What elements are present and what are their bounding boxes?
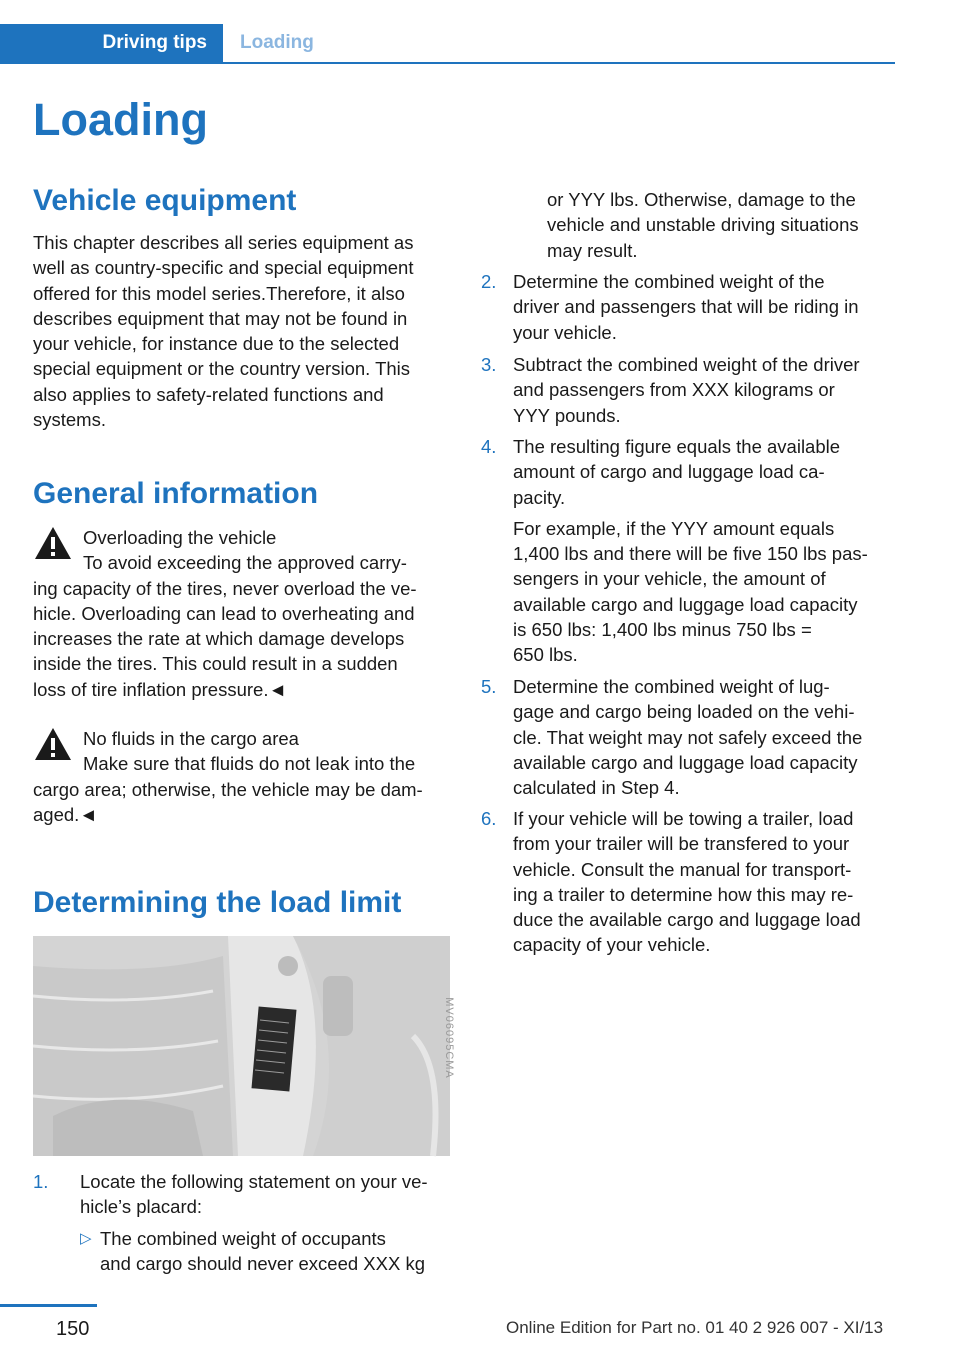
warning-triangle-icon <box>33 726 73 762</box>
step-line: Determine the combined weight of the <box>513 271 825 292</box>
page-number: 150 <box>56 1318 90 1340</box>
step-line: pacity. <box>513 486 566 508</box>
heading-load-limit: Determining the load limit <box>33 886 402 919</box>
step-line: calculated in Step 4. <box>513 777 680 799</box>
step-line: amount of cargo and luggage load ca- <box>513 461 825 483</box>
warning-text-line: To avoid exceeding the approved carry- <box>83 552 407 574</box>
warning-text-line: increases the rate at which damage develops <box>33 628 405 650</box>
warning-text-line: cargo area; otherwise, the vehicle may be dam- <box>33 778 423 800</box>
warning-triangle-icon <box>33 525 73 561</box>
text-line: describes equipment that may not be found in <box>33 307 408 329</box>
footer-rule <box>0 1304 97 1307</box>
tab-driving-tips[interactable]: Driving tips <box>0 24 223 62</box>
step-line: If your vehicle will be towing a trailer, load <box>513 808 854 829</box>
vehicle-door-illustration <box>33 936 450 1156</box>
warning-text-line: Make sure that fluids do not leak into the <box>83 753 416 775</box>
heading-general-information: General information <box>33 477 319 510</box>
step-line: driver and passengers that will be riding in <box>513 296 859 318</box>
step-line: vehicle. Consult the manual for transport- <box>513 858 852 880</box>
step-number: 2. <box>481 271 497 292</box>
step-text <box>513 352 898 428</box>
step-line: gage and cargo being loaded on the vehi- <box>513 701 855 723</box>
step-line: is 650 lbs: 1,400 lbs minus 750 lbs = <box>513 619 812 641</box>
step-line: For example, if the YYY amount equals <box>513 517 835 539</box>
step-line: available cargo and luggage load capacity <box>513 751 858 773</box>
sub-line: The combined weight of occupants <box>100 1228 386 1249</box>
step-line: from your trailer will be transfered to your <box>513 833 850 855</box>
tab-loading[interactable]: Loading <box>240 32 314 53</box>
step-text <box>513 806 898 958</box>
step-line: 650 lbs. <box>513 644 578 666</box>
step-line: and passengers from XXX kilograms or <box>513 379 835 401</box>
warning-text-line: inside the tires. This could result in a sudden <box>33 653 398 675</box>
warning-text-line: hicle. Overloading can lead to overheating and <box>33 602 415 624</box>
warning-overloading <box>33 525 448 702</box>
step-text <box>80 1169 460 1220</box>
step-line: your vehicle. <box>513 321 617 343</box>
step-line: Locate the following statement on your ve- <box>80 1171 428 1192</box>
step-line: ing a trailer to determine how this may re- <box>513 883 854 905</box>
step-1-sub-continuation <box>547 187 897 263</box>
step-number: 3. <box>481 354 497 375</box>
page-title: Loading <box>33 94 208 145</box>
step-line: Determine the combined weight of lug- <box>513 676 830 697</box>
header-tab-bar <box>0 24 895 64</box>
warning-text-line: aged.◄ <box>33 803 98 825</box>
text-line: offered for this model series.Therefore, it also <box>33 282 405 304</box>
step-1-sub-item <box>80 1226 450 1277</box>
step-line: cle. That weight may not safely exceed the <box>513 726 863 748</box>
text-line: also applies to safety-related functions and <box>33 383 384 405</box>
step-number: 6. <box>481 808 497 829</box>
step-line: available cargo and luggage load capacity <box>513 593 858 615</box>
text-line: well as country-specific and special equipment <box>33 257 414 279</box>
step-line: 1,400 lbs and there will be five 150 lbs pas- <box>513 543 868 565</box>
step-line: sengers in your vehicle, the amount of <box>513 568 826 590</box>
sub-line: may result. <box>547 239 638 261</box>
edition-footer: Online Edition for Part no. 01 40 2 926 007 - XI/13 <box>506 1318 884 1337</box>
step-text <box>513 434 898 668</box>
step-number: 5. <box>481 676 497 697</box>
warning-no-fluids <box>33 726 448 827</box>
sub-line: or YYY lbs. Otherwise, damage to the <box>547 189 856 210</box>
heading-vehicle-equipment: Vehicle equipment <box>33 184 297 217</box>
step-line: The resulting figure equals the available <box>513 436 841 457</box>
image-reference-code: MV06095CMA <box>443 997 456 1079</box>
warning-title: Overloading the vehicle <box>83 527 277 548</box>
step-number: 4. <box>481 436 497 457</box>
vehicle-equipment-text <box>33 230 448 432</box>
sub-line: vehicle and unstable driving situations <box>547 214 859 236</box>
step-line: YYY pounds. <box>513 404 621 426</box>
step-text <box>513 269 898 345</box>
step-text <box>513 674 898 800</box>
step-number: 1. <box>33 1171 49 1192</box>
warning-text-line: ing capacity of the tires, never overload the ve- <box>33 577 417 599</box>
step-line: hicle’s placard: <box>80 1196 203 1218</box>
text-line: your vehicle, for instance due to the selected <box>33 333 400 355</box>
warning-title: No fluids in the cargo area <box>83 728 299 749</box>
warning-text-line: loss of tire inflation pressure.◄ <box>33 678 287 700</box>
step-line: Subtract the combined weight of the driver <box>513 354 860 375</box>
sub-item-text <box>100 1226 450 1277</box>
text-line: systems. <box>33 409 106 431</box>
text-line: special equipment or the country version. This <box>33 358 411 380</box>
step-line: duce the available cargo and luggage load <box>513 909 861 931</box>
step-line: capacity of your vehicle. <box>513 934 711 956</box>
text-line: This chapter describes all series equipment as <box>33 232 414 253</box>
sub-line: and cargo should never exceed XXX kg <box>100 1253 425 1275</box>
door-pillar-placard-image <box>33 936 456 1156</box>
triangle-bullet-icon: ▷ <box>80 1230 92 1247</box>
